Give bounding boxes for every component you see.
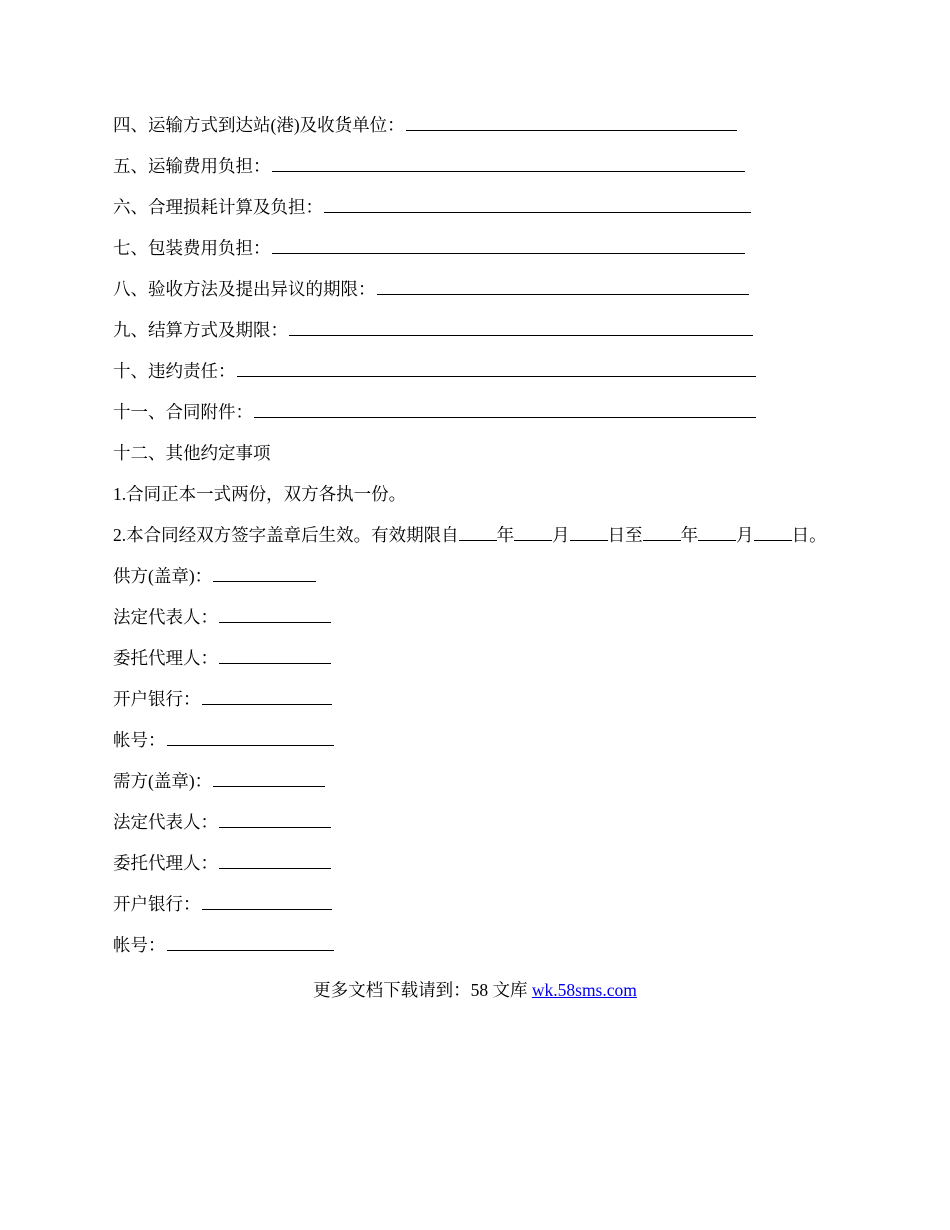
term-2-text: 2.本合同经双方签字盖章后生效。有效期限自	[113, 525, 459, 545]
clause-9-label: 九、结算方式及期限：	[113, 320, 288, 340]
clause-10	[113, 360, 756, 382]
clause-4	[113, 114, 737, 136]
clause-8	[113, 278, 749, 300]
clause-4-label: 四、运输方式到达站(港)及收货单位：	[113, 115, 405, 135]
clause-9-blank[interactable]	[289, 319, 753, 336]
footer-link[interactable]: wk.58sms.com	[531, 980, 637, 1000]
clause-11	[113, 401, 756, 423]
end-year-label: 年	[680, 525, 699, 545]
supplier-agent-label: 委托代理人：	[113, 648, 218, 668]
supplier-agent-blank[interactable]	[219, 647, 331, 664]
start-year-blank[interactable]	[459, 524, 497, 541]
buyer-title	[113, 770, 325, 792]
term-1-text: 1.合同正本一式两份，双方各执一份。	[113, 484, 407, 504]
end-year-blank[interactable]	[643, 524, 681, 541]
start-month-blank[interactable]	[514, 524, 552, 541]
buyer-agent-blank[interactable]	[219, 852, 331, 869]
supplier-seal-blank[interactable]	[213, 565, 316, 582]
term-2	[113, 524, 827, 546]
clause-6	[113, 196, 751, 218]
start-day-label: 日至	[607, 525, 643, 545]
clause-5-label: 五、运输费用负担：	[113, 156, 271, 176]
buyer-account-blank[interactable]	[167, 934, 334, 951]
supplier-agent	[113, 647, 331, 669]
clause-8-blank[interactable]	[377, 278, 749, 295]
clause-8-label: 八、验收方法及提出异议的期限：	[113, 279, 376, 299]
clause-11-label: 十一、合同附件：	[113, 402, 253, 422]
clause-12	[113, 442, 271, 464]
supplier-account	[113, 729, 334, 751]
buyer-bank	[113, 893, 332, 915]
term-1	[113, 483, 406, 505]
clause-10-label: 十、违约责任：	[113, 361, 236, 381]
start-year-label: 年	[496, 525, 515, 545]
clause-7-label: 七、包装费用负担：	[113, 238, 271, 258]
buyer-seal-blank[interactable]	[213, 770, 325, 787]
buyer-legal-rep	[113, 811, 331, 833]
clause-9	[113, 319, 753, 341]
supplier-bank-blank[interactable]	[202, 688, 332, 705]
end-day-blank[interactable]	[754, 524, 792, 541]
buyer-title-label: 需方(盖章)：	[113, 771, 213, 791]
supplier-bank	[113, 688, 332, 710]
start-day-blank[interactable]	[570, 524, 608, 541]
buyer-legal-rep-label: 法定代表人：	[113, 812, 218, 832]
supplier-legal-rep-label: 法定代表人：	[113, 607, 218, 627]
clause-12-label: 十二、其他约定事项	[113, 443, 271, 463]
buyer-legal-rep-blank[interactable]	[219, 811, 331, 828]
clause-5	[113, 155, 745, 177]
supplier-account-blank[interactable]	[167, 729, 334, 746]
clause-4-blank[interactable]	[406, 114, 737, 131]
clause-5-blank[interactable]	[272, 155, 745, 172]
clause-6-label: 六、合理损耗计算及负担：	[113, 197, 323, 217]
supplier-account-label: 帐号：	[113, 730, 166, 750]
footer-text: 更多文档下载请到：58 文库	[313, 980, 532, 1000]
clause-7	[113, 237, 745, 259]
buyer-bank-blank[interactable]	[202, 893, 332, 910]
footer	[0, 979, 950, 1001]
supplier-title-label: 供方(盖章)：	[113, 566, 213, 586]
buyer-account	[113, 934, 334, 956]
supplier-bank-label: 开户银行：	[113, 689, 201, 709]
supplier-legal-rep	[113, 606, 331, 628]
end-day-label: 日。	[791, 525, 827, 545]
supplier-legal-rep-blank[interactable]	[219, 606, 331, 623]
clause-7-blank[interactable]	[272, 237, 745, 254]
supplier-title	[113, 565, 316, 587]
end-month-blank[interactable]	[698, 524, 736, 541]
clause-11-blank[interactable]	[254, 401, 756, 418]
buyer-account-label: 帐号：	[113, 935, 166, 955]
start-month-label: 月	[552, 525, 570, 545]
clause-6-blank[interactable]	[324, 196, 751, 213]
buyer-agent-label: 委托代理人：	[113, 853, 218, 873]
buyer-bank-label: 开户银行：	[113, 894, 201, 914]
buyer-agent	[113, 852, 331, 874]
end-month-label: 月	[736, 525, 754, 545]
clause-10-blank[interactable]	[237, 360, 756, 377]
